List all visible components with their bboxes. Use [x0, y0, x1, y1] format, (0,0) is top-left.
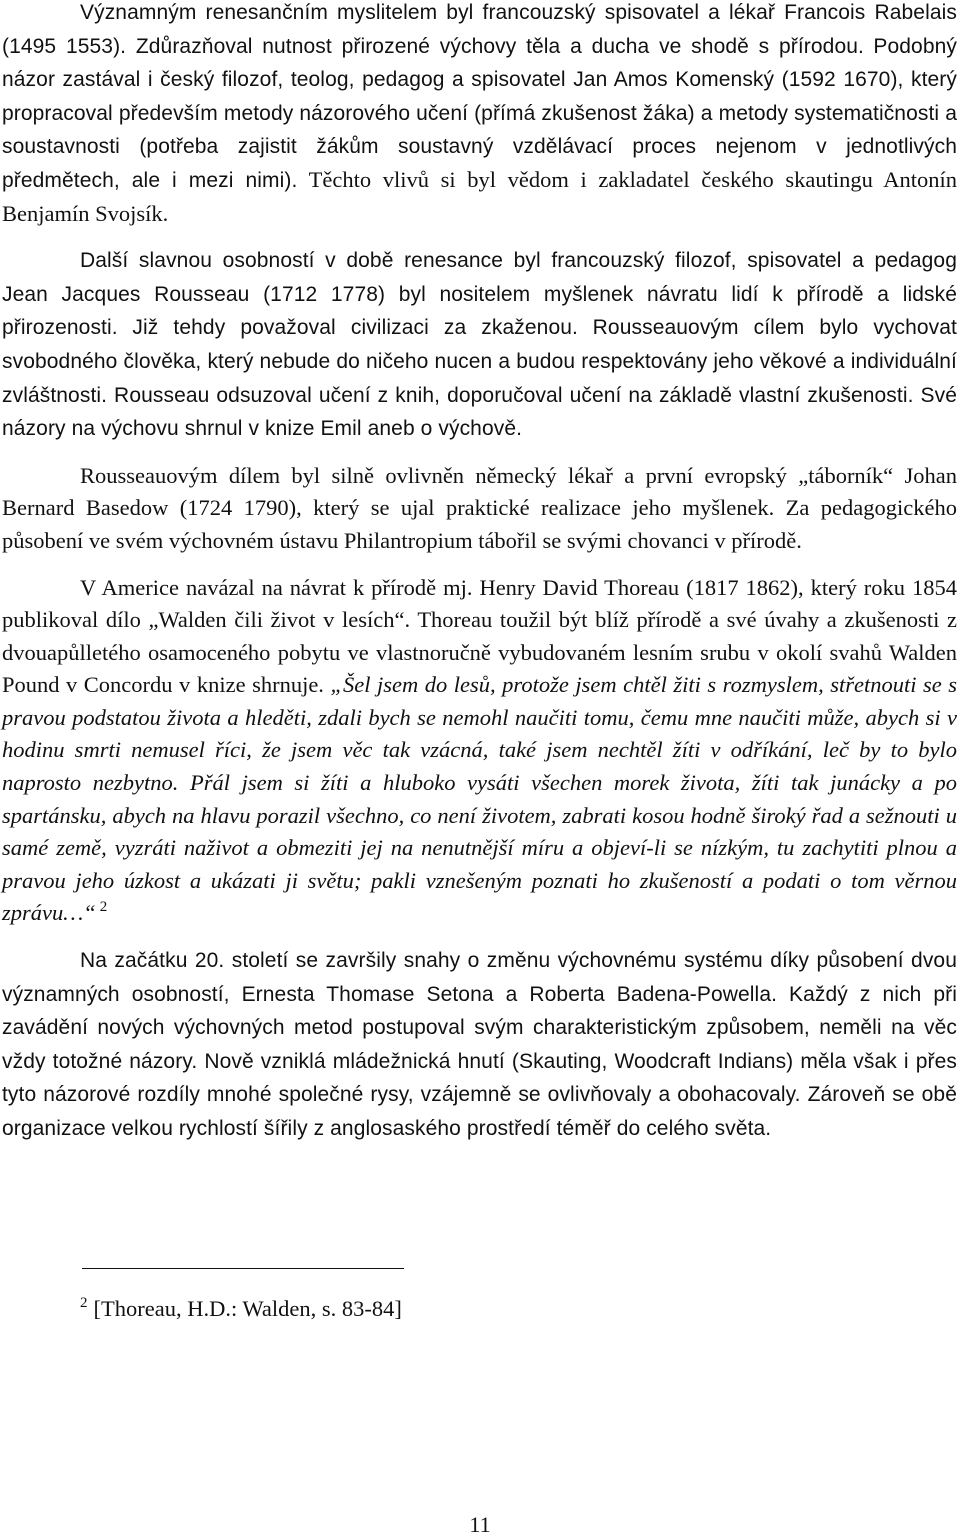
paragraph-basedow: [2, 460, 957, 558]
paragraph-rabelais-komensky: [2, 0, 957, 230]
footnote-number: 2: [80, 1295, 88, 1311]
paragraph-seton-baden-powell: [2, 944, 957, 1146]
footnote-text: [Thoreau, H.D.: Walden, s. 83-84]: [93, 1296, 402, 1321]
paragraph-3-part-a: Rousseauovým dílem byl silně ovlivněn německý lékař a první evropský „táborník“ Johan Bernard Basedow (1724 1790), který se ujal praktické realizace jeho myšlenek. Za pedagogického působení ve svém výchovném ústavu Philantropium tábořil se svými chovanci v přírodě.: [2, 462, 957, 553]
paragraph-2-part-a: Další slavnou osobností v době renesance byl francouzský filozof, spisovatel a pedagog Jean Jacques Rousseau (1712 1778) byl nositelem myšlenek návratu lidí k přírodě a lidské přirozenosti.: [2, 249, 957, 340]
footnote-reference[interactable]: 2: [99, 899, 108, 916]
paragraph-2-part-c: Rousseauovým cílem bylo vychovat svobodného člověka, který nebude do ničeho nucen a budou respektovány jeho věkové a individuální zvláštnosti. Rousseau odsuzoval učení z knih, doporučoval učení na základě vlastní zkušenosti. Své názory na výchovu shrnul v knize Emil aneb o výchově.: [2, 316, 957, 441]
paragraph-2-part-b: Již tehdy považoval civilizaci za zkaženou.: [132, 316, 578, 340]
paragraph-rousseau: [2, 244, 957, 446]
footnote-separator: [82, 1268, 404, 1269]
paragraph-1-part-a: Významným renesančním myslitelem byl francouzský spisovatel a lékař Francois Rabelais (1495 1553). Zdůrazňoval nutnost přirozené výchovy těla a ducha ve shodě s přírodou.: [2, 1, 957, 58]
thoreau-quote-close: “: [83, 900, 96, 926]
paragraph-thoreau: [2, 572, 957, 931]
thoreau-quote: „Šel jsem do lesů, protože jsem chtěl žiti s rozmyslem, střetnouti se s pravou podstatou života a hleděti, zdali bych se nemohl naučiti tomu, čemu mne naučiti může, abych si v hodinu smrti nemusel říci, že jsem věc tak vzácná, také jsem nechtěl žíti v odříkání, leč by to bylo naprosto nezbytno. Přál jsem si žíti a hluboko vysáti všechen morek života, žíti tak junácky a po spartánsku, abych na hlavu porazil všechno, co není životem, zabrati kosou hodně široký řad a sežnouti u samé země, vyzráti naživot a obmeziti jej na nenutnější míru a objeví-li se nízkým, tu zachytiti plnou a pravou jeho úzkost a ukázati ji světu; pakli vznešeným poznati ho zkušeností a podati o tom věrnou zprávu…: [2, 672, 958, 926]
paragraph-1-part-c: Těchto vlivů si byl vědom i zakladatel českého skautingu Antonín Benjamín Svojsík.: [2, 166, 957, 226]
paragraph-1-part-b: Podobný názor zastával i český filozof, teolog, pedagog a spisovatel Jan Amos Komenský (1592 1670), který propracoval především metody názorového učení (přímá zkušenost žáka) a metody systematičnosti a soustavnosti (potřeba zajistit žákům soustavný vzdělávací proces nejenom v jednotlivých předmětech, ale i mezi nimi).: [2, 34, 957, 192]
footnote: [80, 1293, 402, 1325]
page-number: 11: [469, 1512, 491, 1537]
paragraph-5-part-a: Na začátku 20. století se završily snahy o změnu výchovnému systému díky působení dvou významných osobností, Ernesta Thomase Setona a Roberta Badena-Powella. Každý z nich při zavádění nových výchovných metod postupoval svým charakteristickým způsobem, neměli na věc vždy totožné názory. Nově vzniklá mládežnická hnutí (Skauting, Woodcraft Indians) měla však i přes tyto názorové rozdíly mnohé společné rysy, vzájemně se ovlivňovaly a obohacovaly. Zároveň se obě organizace velkou rychlostí šířily z anglosaského prostředí téměř do celého světa.: [2, 949, 957, 1140]
paragraph-4-part-a: V Americe navázal na návrat k přírodě mj. Henry David Thoreau (1817 1862), který roku 1854 publikoval dílo „Walden čili život v lesích“. Thoreau toužil být blíž přírodě a své úvahy a zkušenosti z dvouapůlletého osamoceného pobytu ve vlastnoručně vybudovaném lesním srubu v okolí svahů Walden Pound v Concordu v knize shrnuje.: [2, 574, 957, 698]
body-text: [2, 0, 957, 1160]
